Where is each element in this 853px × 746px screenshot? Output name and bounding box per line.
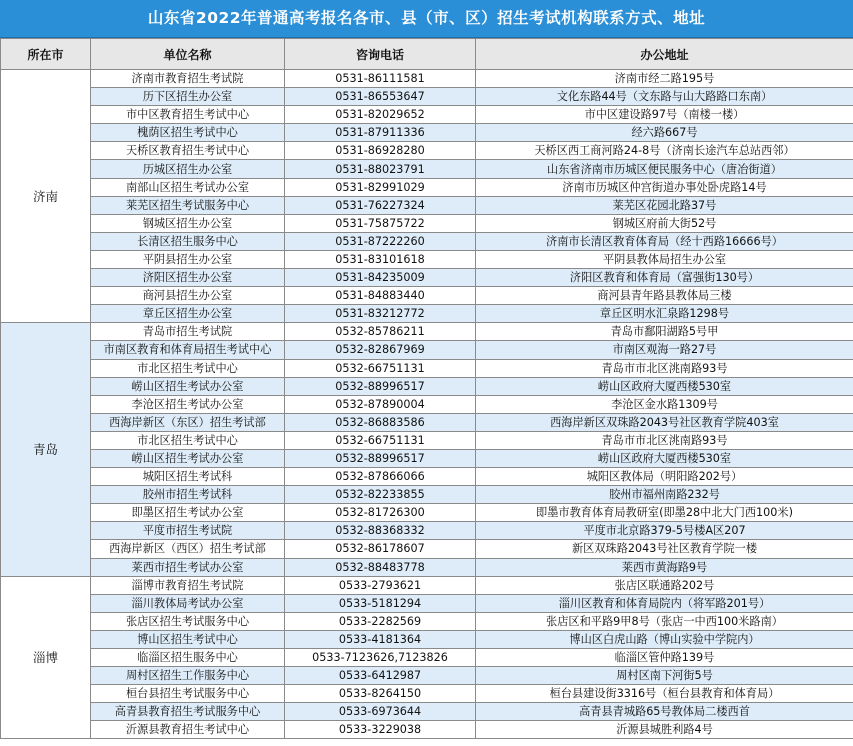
address-cell: 经六路667号 (476, 124, 853, 142)
unit-name-cell: 崂山区招生考试办公室 (91, 377, 285, 395)
page-title: 山东省2022年普通高考报名各市、县（市、区）招生考试机构联系方式、地址 (0, 0, 853, 38)
address-cell: 崂山区政府大厦西楼530室 (476, 449, 853, 467)
address-cell: 平阴县教体局招生办公室 (476, 250, 853, 268)
table-row (1, 431, 853, 449)
table-row (1, 124, 853, 142)
unit-name-cell: 张店区招生考试服务中心 (91, 612, 285, 630)
phone-cell: 0532-88483778 (285, 558, 476, 576)
phone-cell: 0533-6973644 (285, 703, 476, 721)
table-row (1, 685, 853, 703)
table-row (1, 341, 853, 359)
address-cell: 临淄区管仲路139号 (476, 649, 853, 667)
unit-name-cell: 淄川教体局考试办公室 (91, 594, 285, 612)
address-cell: 西海岸新区双珠路2043号社区教育学院403室 (476, 413, 853, 431)
table-row (1, 377, 853, 395)
table-row (1, 250, 853, 268)
address-cell: 青岛市市北区洮南路93号 (476, 359, 853, 377)
phone-cell: 0531-88023791 (285, 160, 476, 178)
unit-name-cell: 市南区教育和体育局招生考试中心 (91, 341, 285, 359)
phone-cell: 0533-7123626,7123826 (285, 649, 476, 667)
table-row (1, 88, 853, 106)
table-row (1, 522, 853, 540)
address-cell: 青岛市市北区洮南路93号 (476, 431, 853, 449)
address-cell: 济南市长清区教育体育局（经十西路16666号） (476, 232, 853, 250)
unit-name-cell: 南部山区招生考试办公室 (91, 178, 285, 196)
address-cell: 市中区建设路97号（南楼一楼） (476, 106, 853, 124)
phone-cell: 0532-66751131 (285, 359, 476, 377)
unit-name-cell: 城阳区招生考试科 (91, 468, 285, 486)
unit-name-cell: 章丘区招生办公室 (91, 305, 285, 323)
column-header-address: 办公地址 (476, 39, 853, 70)
unit-name-cell: 济阳区招生办公室 (91, 269, 285, 287)
table-row (1, 649, 853, 667)
address-cell: 济阳区教育和体育局（富强街130号） (476, 269, 853, 287)
city-cell: 济南 (1, 70, 91, 323)
address-cell: 山东省济南市历城区便民服务中心（唐冶街道） (476, 160, 853, 178)
address-cell: 周村区南下河街5号 (476, 667, 853, 685)
table-row (1, 232, 853, 250)
table-header-row (1, 39, 853, 70)
address-cell: 沂源县城胜利路4号 (476, 721, 853, 739)
unit-name-cell: 天桥区教育招生考试中心 (91, 142, 285, 160)
address-cell: 张店区联通路202号 (476, 576, 853, 594)
phone-cell: 0533-3229038 (285, 721, 476, 739)
city-cell: 青岛 (1, 323, 91, 576)
table-row (1, 214, 853, 232)
unit-name-cell: 青岛市招生考试院 (91, 323, 285, 341)
contact-table (0, 38, 853, 739)
phone-cell: 0532-82233855 (285, 486, 476, 504)
table-row (1, 106, 853, 124)
address-cell: 济南市经二路195号 (476, 70, 853, 88)
phone-cell: 0532-82867969 (285, 341, 476, 359)
unit-name-cell: 莱西市招生考试办公室 (91, 558, 285, 576)
table-row (1, 721, 853, 739)
address-cell: 崂山区政府大厦西楼530室 (476, 377, 853, 395)
table-row (1, 160, 853, 178)
phone-cell: 0532-81726300 (285, 504, 476, 522)
unit-name-cell: 临淄区招生服务中心 (91, 649, 285, 667)
city-cell: 淄博 (1, 576, 91, 739)
phone-cell: 0531-86553647 (285, 88, 476, 106)
column-header-city: 所在市 (1, 39, 91, 70)
unit-name-cell: 钢城区招生办公室 (91, 214, 285, 232)
unit-name-cell: 李沧区招生考试办公室 (91, 395, 285, 413)
unit-name-cell: 博山区招生考试中心 (91, 630, 285, 648)
address-cell: 莱西市黄海路9号 (476, 558, 853, 576)
column-header-unit: 单位名称 (91, 39, 285, 70)
unit-name-cell: 槐荫区招生考试中心 (91, 124, 285, 142)
phone-cell: 0531-84235009 (285, 269, 476, 287)
phone-cell: 0532-87866066 (285, 468, 476, 486)
table-row (1, 323, 853, 341)
address-cell: 青岛市鄱阳湖路5号甲 (476, 323, 853, 341)
address-cell: 市南区观海一路27号 (476, 341, 853, 359)
unit-name-cell: 长清区招生服务中心 (91, 232, 285, 250)
address-cell: 桓台县建设街3316号（桓台县教育和体育局） (476, 685, 853, 703)
table-row (1, 70, 853, 88)
table-row (1, 142, 853, 160)
unit-name-cell: 即墨区招生考试办公室 (91, 504, 285, 522)
phone-cell: 0532-85786211 (285, 323, 476, 341)
address-cell: 博山区白虎山路（博山实验中学院内） (476, 630, 853, 648)
address-cell: 张店区和平路9甲8号（张店一中西100米路南） (476, 612, 853, 630)
address-cell: 平度市北京路379-5号楼A区207 (476, 522, 853, 540)
table-row (1, 305, 853, 323)
phone-cell: 0532-86178607 (285, 540, 476, 558)
table-body (1, 70, 853, 739)
phone-cell: 0531-82029652 (285, 106, 476, 124)
phone-cell: 0532-88996517 (285, 377, 476, 395)
table-row (1, 540, 853, 558)
unit-name-cell: 高青县教育招生考试服务中心 (91, 703, 285, 721)
table-row (1, 558, 853, 576)
address-cell: 钢城区府前大街52号 (476, 214, 853, 232)
unit-name-cell: 沂源县教育招生考试中心 (91, 721, 285, 739)
unit-name-cell: 莱芜区招生考试服务中心 (91, 196, 285, 214)
phone-cell: 0532-88368332 (285, 522, 476, 540)
table-row (1, 504, 853, 522)
table-row (1, 630, 853, 648)
table-row (1, 413, 853, 431)
unit-name-cell: 商河县招生办公室 (91, 287, 285, 305)
table-row (1, 269, 853, 287)
table-row (1, 287, 853, 305)
phone-cell: 0532-87890004 (285, 395, 476, 413)
table-row (1, 667, 853, 685)
unit-name-cell: 济南市教育招生考试院 (91, 70, 285, 88)
address-cell: 莱芜区花园北路37号 (476, 196, 853, 214)
table-row (1, 612, 853, 630)
address-cell: 李沧区金水路1309号 (476, 395, 853, 413)
address-cell: 新区双珠路2043号社区教育学院一楼 (476, 540, 853, 558)
phone-cell: 0531-82991029 (285, 178, 476, 196)
phone-cell: 0533-6412987 (285, 667, 476, 685)
unit-name-cell: 市北区招生考试中心 (91, 359, 285, 377)
phone-cell: 0531-87911336 (285, 124, 476, 142)
address-cell: 济南市历城区仲宫街道办事处卧虎路14号 (476, 178, 853, 196)
address-cell: 即墨市教育体育局教研室(即墨28中北大门西100米) (476, 504, 853, 522)
phone-cell: 0533-2793621 (285, 576, 476, 594)
unit-name-cell: 淄博市教育招生考试院 (91, 576, 285, 594)
address-cell: 章丘区明水汇泉路1298号 (476, 305, 853, 323)
phone-cell: 0532-88996517 (285, 449, 476, 467)
unit-name-cell: 西海岸新区（西区）招生考试部 (91, 540, 285, 558)
unit-name-cell: 市中区教育招生考试中心 (91, 106, 285, 124)
table-row (1, 468, 853, 486)
phone-cell: 0531-86111581 (285, 70, 476, 88)
phone-cell: 0532-86883586 (285, 413, 476, 431)
address-cell: 胶州市福州南路232号 (476, 486, 853, 504)
unit-name-cell: 市北区招生考试中心 (91, 431, 285, 449)
unit-name-cell: 历城区招生办公室 (91, 160, 285, 178)
unit-name-cell: 周村区招生工作服务中心 (91, 667, 285, 685)
phone-cell: 0531-76227324 (285, 196, 476, 214)
unit-name-cell: 平度市招生考试院 (91, 522, 285, 540)
unit-name-cell: 崂山区招生考试办公室 (91, 449, 285, 467)
table-row (1, 359, 853, 377)
unit-name-cell: 胶州市招生考试科 (91, 486, 285, 504)
phone-cell: 0533-4181364 (285, 630, 476, 648)
address-cell: 天桥区西工商河路24-8号（济南长途汽车总站西邻） (476, 142, 853, 160)
phone-cell: 0533-8264150 (285, 685, 476, 703)
phone-cell: 0531-83101618 (285, 250, 476, 268)
phone-cell: 0531-87222260 (285, 232, 476, 250)
address-cell: 高青县青城路65号教体局二楼西首 (476, 703, 853, 721)
table-row (1, 594, 853, 612)
address-cell: 淄川区教育和体育局院内（将军路201号） (476, 594, 853, 612)
address-cell: 商河县青年路县教体局三楼 (476, 287, 853, 305)
phone-cell: 0531-75875722 (285, 214, 476, 232)
phone-cell: 0531-84883440 (285, 287, 476, 305)
table-row (1, 576, 853, 594)
table-row (1, 395, 853, 413)
unit-name-cell: 平阴县招生办公室 (91, 250, 285, 268)
address-cell: 文化东路44号（文东路与山大路路口东南） (476, 88, 853, 106)
column-header-phone: 咨询电话 (285, 39, 476, 70)
unit-name-cell: 西海岸新区（东区）招生考试部 (91, 413, 285, 431)
phone-cell: 0531-83212772 (285, 305, 476, 323)
unit-name-cell: 历下区招生办公室 (91, 88, 285, 106)
address-cell: 城阳区教体局（明阳路202号） (476, 468, 853, 486)
table-row (1, 449, 853, 467)
unit-name-cell: 桓台县招生考试服务中心 (91, 685, 285, 703)
phone-cell: 0533-5181294 (285, 594, 476, 612)
table-row (1, 486, 853, 504)
table-row (1, 703, 853, 721)
phone-cell: 0531-86928280 (285, 142, 476, 160)
table-row (1, 196, 853, 214)
table-row (1, 178, 853, 196)
phone-cell: 0532-66751131 (285, 431, 476, 449)
phone-cell: 0533-2282569 (285, 612, 476, 630)
